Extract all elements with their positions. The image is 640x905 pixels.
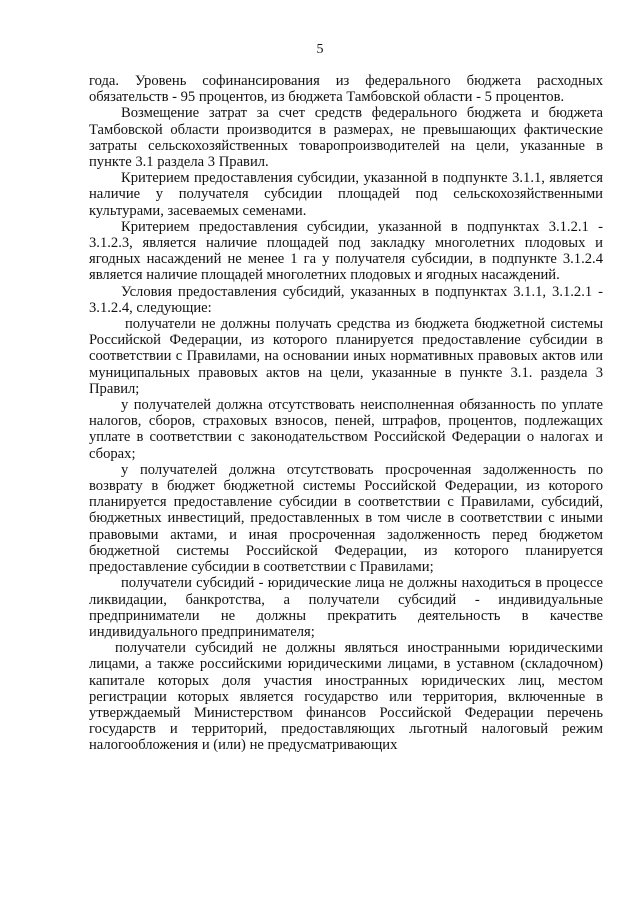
paragraph: года. Уровень софинансирования из федерального бюджета расходных обязательств - 95 процентов, из бюджета Тамбовской области - 5 процентов. xyxy=(89,73,603,106)
paragraph: Критерием предоставления субсидии, указанной в подпунктах 3.1.2.1 - 3.1.2.3, является наличие площадей под закладку многолетних плодовых и ягодных насаждений не менее 1 га у получателя субсидии, в подпункте 3.1.2.4 является наличие площадей многолетних плодовых и ягодных насаждений. xyxy=(89,218,603,284)
paragraph: у получателей должна отсутствовать неисполненная обязанность по уплате налогов, сборов, страховых взносов, пеней, штрафов, процентов, подлежащих уплате в соответствии с законодательством Российской Федерации о налогах и сборах; xyxy=(89,397,603,462)
paragraph: получатели не должны получать средства из бюджета бюджетной системы Российской Федерации, из которого планируется предоставление субсидии в соответствии с Правилами, на основании иных нормативных правовых актов или муниципальных правовых актов на цели, указанные в пункте 3.1. раздела 3 Правил; xyxy=(89,316,603,397)
paragraph: получатели субсидий - юридические лица не должны находиться в процессе ликвидации, банкротства, а получатели субсидий - индивидуальные предприниматели не должны прекратить деятельность в качестве индивидуального предпринимателя; xyxy=(89,575,603,640)
paragraph: Условия предоставления субсидий, указанных в подпунктах 3.1.1, 3.1.2.1 - 3.1.2.4, следующие: xyxy=(89,283,603,316)
paragraph: получатели субсидий не должны являться иностранными юридическими лицами, а также российскими юридическими лицами, в уставном (складочном) капитале которых доля участия иностранных юридических лиц, местом регистрации которых является государство или территория, включенные в утверждаемый Министерством финансов Российской Федерации перечень государств и территорий, предоставляющих льготный налоговый режим налогообложения и (или) не предусматривающих xyxy=(89,640,603,754)
paragraph: Критерием предоставления субсидии, указанной в подпункте 3.1.1, является наличие у получателя субсидии площадей под сельскохозяйственными культурами, засеваемых семенами. xyxy=(89,170,603,219)
paragraph: у получателей должна отсутствовать просроченная задолженность по возврату в бюджет бюджетной системы Российской Федерации, из которого планируется предоставление субсидии в соответствии с Правилами, субсидий, бюджетных инвестиций, предоставленных в том числе в соответствии с иными правовыми актами, и иная просроченная задолженность перед бюджетом бюджетной системы Российской Федерации, из которого планируется предоставление субсидии в соответствии с Правилами; xyxy=(89,461,603,576)
page-number: 5 xyxy=(316,42,324,57)
paragraph: Возмещение затрат за счет средств федерального бюджета и бюджета Тамбовской области производится в размерах, не превышающих фактические затраты сельскохозяйственных товаропроизводителей на цели, указанные в пункте 3.1 раздела 3 Правил. xyxy=(89,105,603,171)
document-body xyxy=(89,73,603,754)
